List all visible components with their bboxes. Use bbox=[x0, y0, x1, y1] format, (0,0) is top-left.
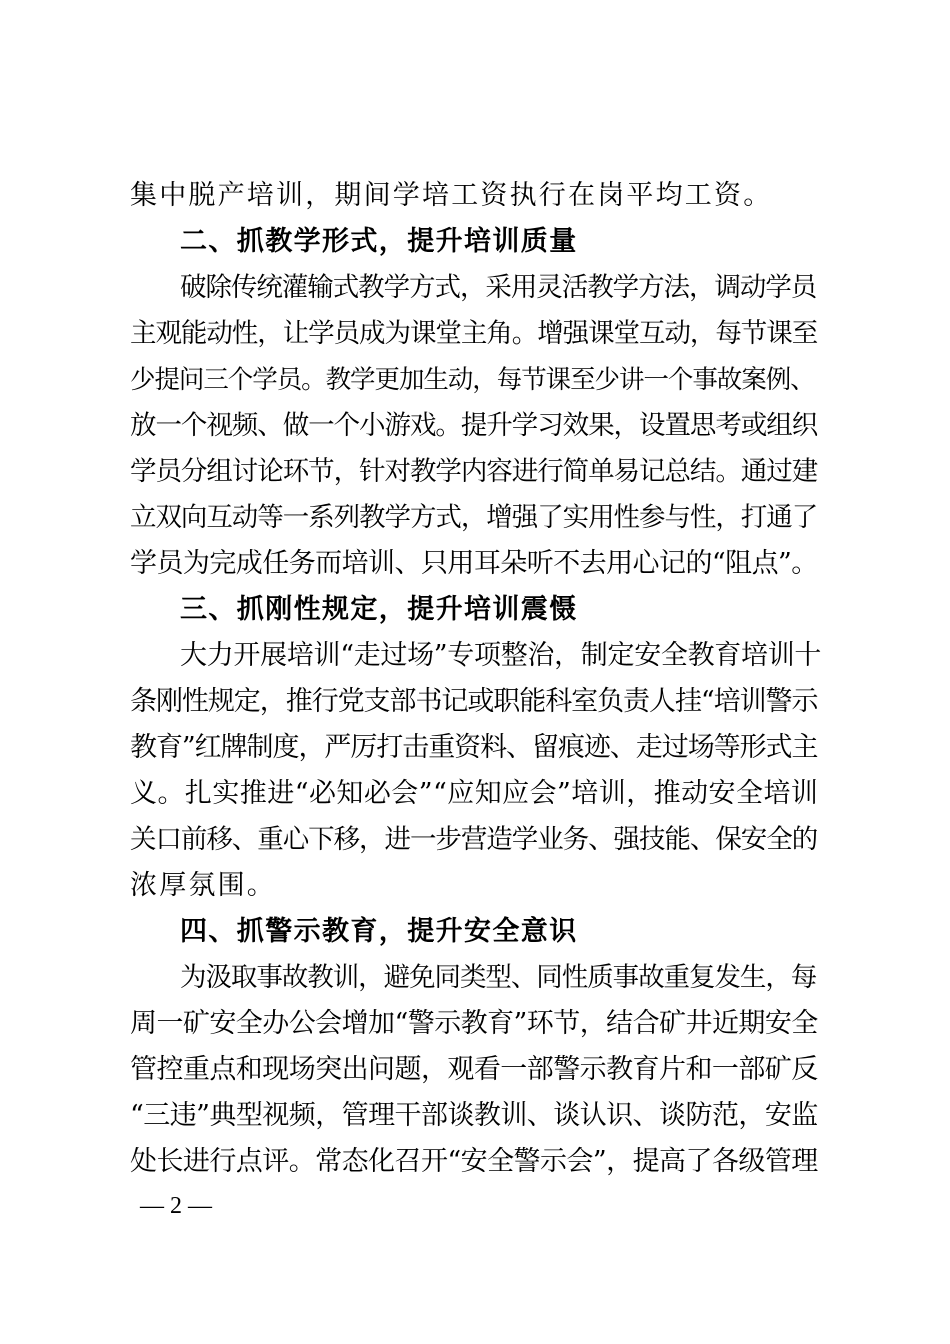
paragraph-line: 教育”红牌制度，严厉打击重资料、留痕迹、走过场等形式主 bbox=[130, 732, 818, 763]
paragraph-line: 管控重点和现场突出问题，观看一部警示教育片和一部矿反 bbox=[130, 1054, 818, 1085]
paragraph-line: 大力开展培训“走过场”专项整治，制定安全教育培训十 bbox=[180, 640, 822, 671]
paragraph-line: 关口前移、重心下移，进一步营造学业务、强技能、保安全的 bbox=[130, 824, 818, 855]
section-heading-rigid-rules: 三、抓刚性规定，提升培训震慑 bbox=[180, 594, 578, 625]
section-heading-warning-education: 四、抓警示教育，提升安全意识 bbox=[180, 916, 578, 947]
paragraph-line: 义。扎实推进“必知必会”“应知应会”培训，推动安全培训 bbox=[130, 778, 819, 809]
section-heading-teaching-format: 二、抓教学形式，提升培训质量 bbox=[180, 226, 578, 257]
paragraph-line: 立双向互动等一系列教学方式，增强了实用性参与性，打通了 bbox=[130, 502, 818, 533]
paragraph-line: 集中脱产培训，期间学培工资执行在岗平均工资。 bbox=[130, 180, 773, 211]
paragraph-line: 主观能动性，让学员成为课堂主角。增强课堂互动，每节课至 bbox=[130, 318, 818, 349]
paragraph-line: 处长进行点评。常态化召开“安全警示会”，提高了各级管理 bbox=[130, 1146, 818, 1177]
paragraph-line: 破除传统灌输式教学方式，采用灵活教学方法，调动学员 bbox=[180, 272, 817, 303]
paragraph-line: 为汲取事故教训，避免同类型、同性质事故重复发生，每 bbox=[180, 962, 817, 993]
paragraph-line: 浓厚氛围。 bbox=[130, 870, 276, 901]
paragraph-line: 周一矿安全办公会增加“警示教育”环节，结合矿井近期安全 bbox=[130, 1008, 818, 1039]
paragraph-line: 少提问三个学员。教学更加生动，每节课至少讲一个事故案例、 bbox=[130, 365, 815, 395]
paragraph-line: 条刚性规定，推行党支部书记或职能科室负责人挂“培训警示 bbox=[130, 686, 818, 717]
paragraph-line: 放一个视频、做一个小游戏。提升学习效果，设置思考或组织 bbox=[130, 410, 818, 441]
page-number: — 2 — bbox=[140, 1193, 212, 1219]
paragraph-line: 学员为完成任务而培训、只用耳朵听不去用心记的“阻点”。 bbox=[130, 548, 818, 579]
paragraph-line: 学员分组讨论环节，针对教学内容进行简单易记总结。通过建 bbox=[130, 456, 818, 487]
paragraph-line: “三违”典型视频，管理干部谈教训、谈认识、谈防范，安监 bbox=[130, 1100, 818, 1131]
